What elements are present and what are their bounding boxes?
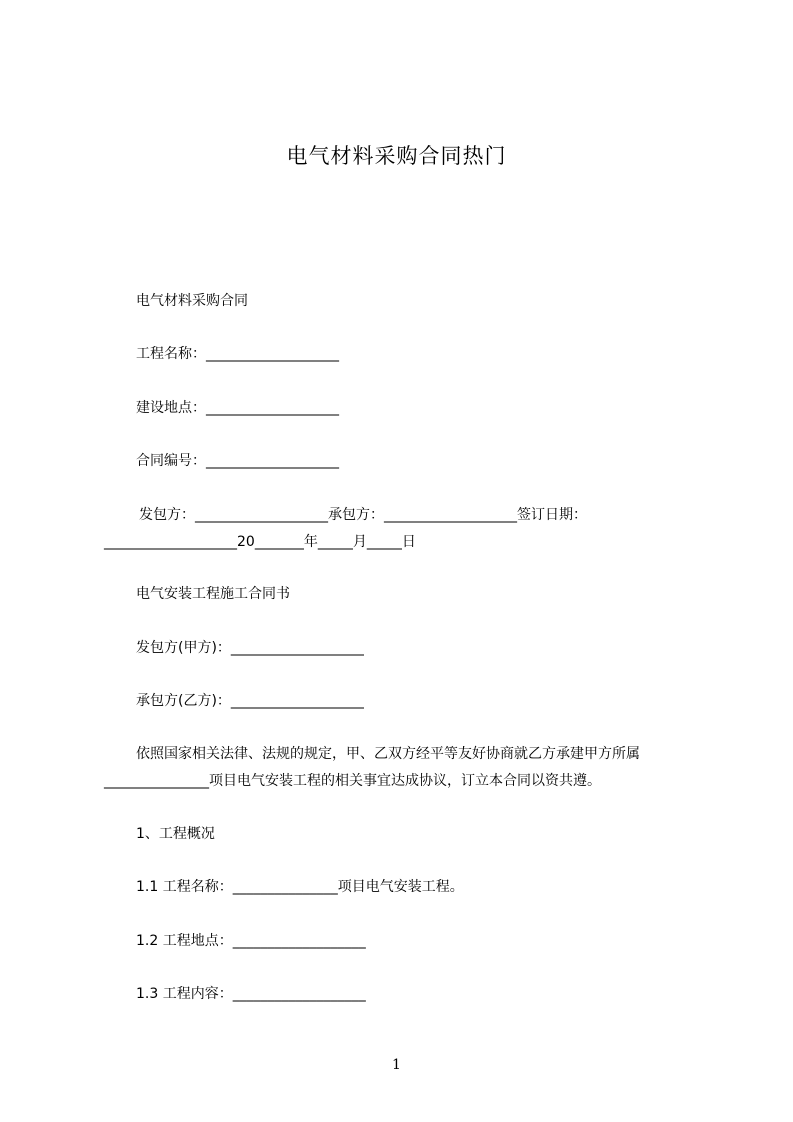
project-content-item: 1.3 工程内容：___________________ [136, 986, 366, 1002]
section-project-overview: 1、工程概况 [136, 826, 215, 842]
project-location-item: 1.2 工程地点：___________________ [136, 933, 366, 949]
installation-contract-heading: 电气安装工程施工合同书 [136, 586, 290, 602]
contract-heading: 电气材料采购合同 [136, 293, 248, 309]
agreement-paragraph: 依照国家相关法律、法规的规定，甲、乙双方经平等友好协商就乙方承建甲方所属_______________项目电气安装工程的相关事宜达成协议，订立本合同以资共遵。 [104, 746, 640, 789]
document-title: 电气材料采购合同热门 [286, 144, 507, 168]
project-name-item: 1.1 工程名称：_______________项目电气安装工程。 [136, 879, 464, 895]
party-b-line: 承包方(乙方)：___________________ [136, 693, 364, 709]
construction-site-line: 建设地点：___________________ [136, 400, 339, 416]
page-number: 1 [392, 1057, 401, 1073]
project-name-line: 工程名称：___________________ [136, 346, 339, 362]
parties-date-line: 发包方：___________________承包方：___________________签订日期：___________________20_______年_____月_____日 [104, 507, 587, 550]
party-a-line: 发包方(甲方)：___________________ [136, 640, 364, 656]
contract-number-line: 合同编号：___________________ [136, 453, 339, 469]
